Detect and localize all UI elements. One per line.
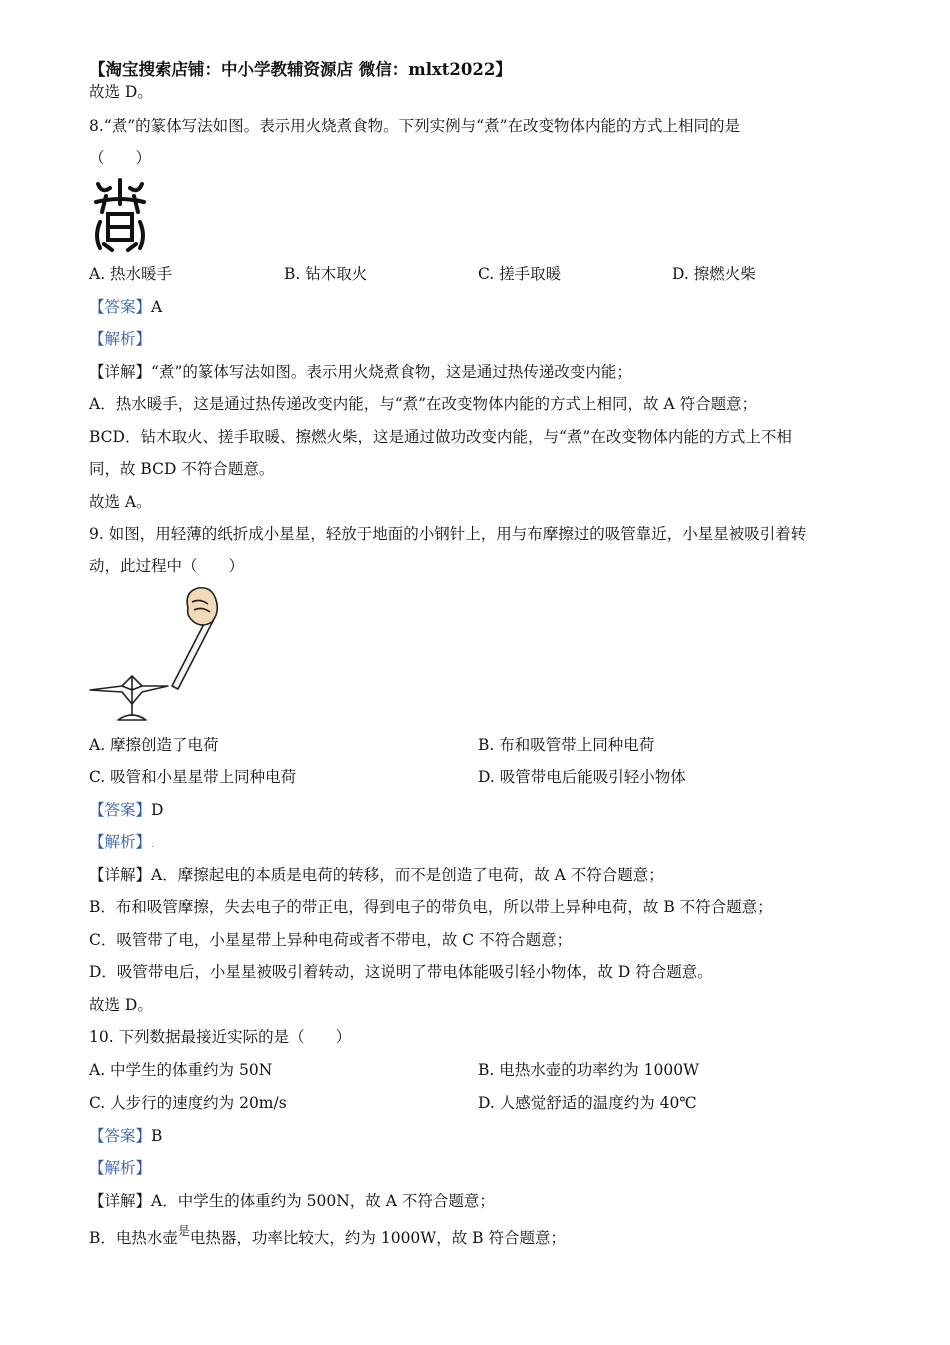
q10-option-a: A. 中学生的体重约为 50N (89, 1061, 273, 1079)
answer-tag: 【答案】 (89, 1127, 152, 1145)
q8-answer (89, 297, 162, 317)
q9-detail-2: B．布和吸管摩擦，失去电子的带正电，得到电子的带负电，所以带上异种电荷，故 B 不符合题意； (89, 898, 773, 916)
detail-text-b: 电热器，功率比较大，约为 1000W，故 B 符合题意； (189, 1229, 566, 1247)
paper-star-straw-figure (88, 586, 228, 726)
q9-option-c: C. 吸管和小星星带上同种电荷 (89, 768, 297, 786)
q9-answer (89, 800, 163, 820)
q8-conclusion: 故选 A。 (89, 493, 152, 511)
q8-option-b: B. 钻木取火 (284, 265, 368, 283)
q8-detail-4: 同，故 BCD 不符合题意。 (89, 460, 275, 478)
answer-value: A (151, 298, 163, 316)
q10-analysis-tag: 【解析】 (89, 1159, 152, 1177)
q9-option-d: D. 吸管带电后能吸引轻小物体 (478, 768, 686, 786)
analysis-dot: . (151, 840, 154, 850)
q8-option-a: A. 热水暖手 (89, 265, 173, 283)
q10-option-d: D. 人感觉舒适的温度约为 40℃ (478, 1094, 697, 1112)
q9-detail-1 (89, 865, 664, 885)
q8-stem: 8.“煮”的篆体写法如图。表示用火烧煮食物。下列实例与“煮”在改变物体内能的方式上相同的是 (89, 117, 740, 135)
detail-tag: 【详解】 (89, 866, 152, 884)
detail-text: A．摩擦起电的本质是电荷的转移，而不是创造了电荷，故 A 不符合题意； (151, 866, 664, 884)
q10-stem: 10. 下列数据最接近实际的是（ ） (89, 1028, 352, 1046)
detail-tag: 【详解】 (89, 363, 152, 381)
detail-text-a: B．电热水壶 (89, 1229, 178, 1247)
answer-value: D (151, 801, 164, 819)
zhu-seal-script-figure (92, 178, 148, 252)
q9-analysis (89, 832, 154, 855)
store-header: 【淘宝搜索店铺：中小学教辅资源店 微信：mlxt2022】 (89, 60, 512, 79)
q9-detail-3: C．吸管带了电，小星星带上异种电荷或者不带电，故 C 不符合题意； (89, 931, 573, 949)
q8-option-d: D. 擦燃火柴 (672, 265, 756, 283)
answer-tag: 【答案】 (89, 298, 152, 316)
q9-detail-4: D．吸管带电后，小星星被吸引着转动，这说明了带电体能吸引轻小物体，故 D 符合题意。 (89, 963, 713, 981)
q10-detail-1 (89, 1191, 495, 1211)
answer-value: B (151, 1127, 163, 1145)
q10-answer (89, 1126, 162, 1146)
answer-tag: 【答案】 (89, 801, 152, 819)
q10-detail-2 (89, 1224, 566, 1249)
q10-option-c: C. 人步行的速度约为 20m/s (89, 1094, 287, 1112)
q8-paren: （ ） (89, 149, 152, 167)
q7-conclusion: 故选 D。 (89, 83, 153, 101)
q9-conclusion: 故选 D。 (89, 996, 153, 1014)
detail-text: A．中学生的体重约为 500N，故 A 不符合题意； (151, 1192, 495, 1210)
q9-stem-line-2: 动，此过程中（ ） (89, 557, 245, 575)
q8-option-c: C. 搓手取暖 (478, 265, 562, 283)
analysis-tag: 【解析】 (89, 833, 152, 851)
q10-option-b: B. 电热水壶的功率约为 1000W (478, 1061, 700, 1079)
q9-option-b: B. 布和吸管带上同种电荷 (478, 736, 655, 754)
raised-char: 是 (177, 1224, 190, 1238)
detail-text: “煮”的篆体写法如图。表示用火烧煮食物，这是通过热传递改变内能； (151, 363, 632, 381)
q8-detail-3: BCD．钻木取火、搓手取暖、擦燃火柴，这是通过做功改变内能，与“煮”在改变物体内能的方式上不相 (89, 428, 792, 446)
q8-detail-2: A．热水暖手，这是通过热传递改变内能，与“煮”在改变物体内能的方式上相同，故 A 符合题意； (89, 395, 758, 413)
q8-detail-1 (89, 362, 632, 382)
detail-tag: 【详解】 (89, 1192, 152, 1210)
q9-option-a: A. 摩擦创造了电荷 (89, 736, 219, 754)
q9-stem-line-1: 9. 如图，用轻薄的纸折成小星星，轻放于地面的小钢针上，用与布摩擦过的吸管靠近，小星星被吸引着转 (89, 525, 807, 543)
q8-analysis-tag: 【解析】 (89, 330, 152, 348)
